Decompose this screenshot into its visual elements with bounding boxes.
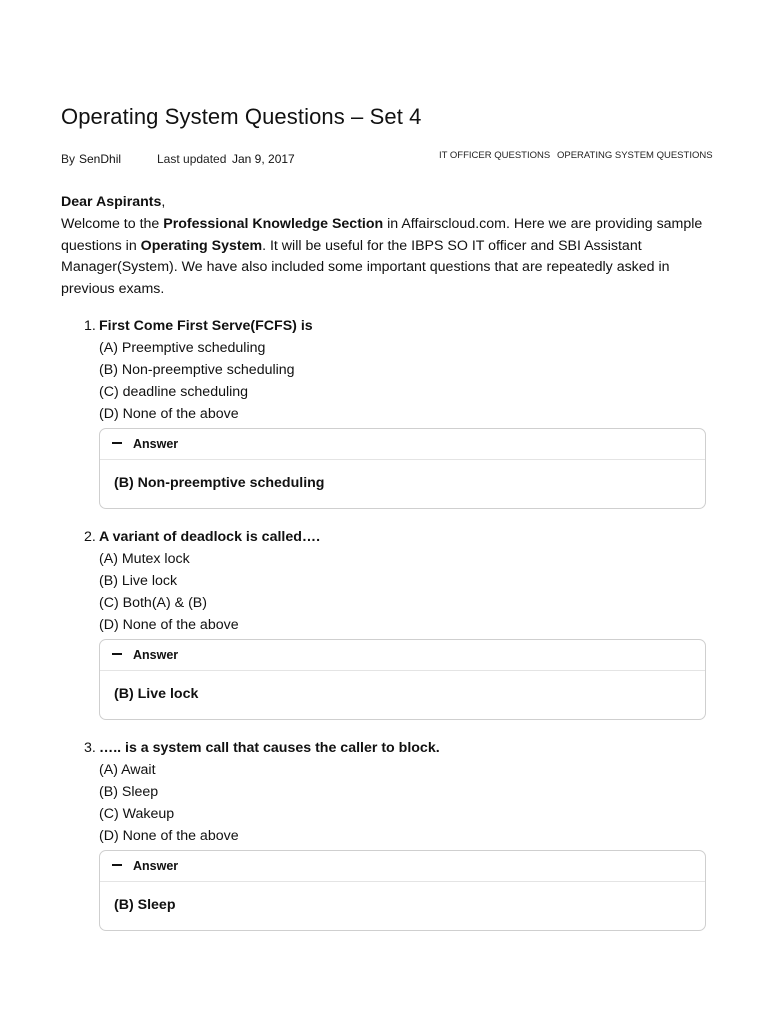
- greeting: Dear Aspirants: [61, 194, 162, 210]
- intro-text-part: . It will be useful for the IBPS SO IT officer and SBI Assistant Manager(System). We have also included some important questions that are repeatedly asked in previous exams.: [61, 237, 670, 298]
- answer-text: (B) Non-preemptive scheduling: [114, 474, 325, 491]
- question-number: 2.: [84, 529, 96, 545]
- answer-label: Answer: [133, 858, 179, 873]
- answer-toggle[interactable]: [100, 640, 705, 671]
- answer-toggle[interactable]: [100, 429, 705, 460]
- option-c: (C) Wakeup: [99, 805, 175, 822]
- option-c: (C) deadline scheduling: [99, 383, 249, 400]
- minus-icon: [112, 442, 122, 444]
- answer-accordion: [99, 428, 706, 509]
- option-a: (A) Mutex lock: [99, 550, 190, 567]
- intro-text-part: in Affairscloud.com. Here we are providing sample questions in: [61, 215, 703, 254]
- question-text: A variant of deadlock is called….: [99, 529, 321, 545]
- option-d: (D) None of the above: [99, 405, 239, 422]
- answer-label: Answer: [133, 647, 179, 662]
- answer-text: (B) Sleep: [114, 896, 176, 913]
- greeting-punct: ,: [161, 194, 166, 210]
- intro-text-part: Welcome to the: [61, 215, 164, 232]
- question-list: [61, 316, 711, 949]
- option-b: (B) Non-preemptive scheduling: [99, 361, 295, 378]
- intro-bold-section: Professional Knowledge Section: [163, 215, 384, 232]
- answer-text: (B) Live lock: [114, 685, 199, 702]
- by-label: By: [61, 152, 76, 166]
- option-b: (B) Sleep: [99, 783, 159, 800]
- option-d: (D) None of the above: [99, 616, 239, 633]
- option-c: (C) Both(A) & (B): [99, 594, 207, 611]
- tag-it-officer-questions[interactable]: IT OFFICER QUESTIONS: [439, 150, 551, 161]
- question-item: [61, 316, 711, 527]
- option-d: (D) None of the above: [99, 827, 239, 844]
- answer-toggle[interactable]: [100, 851, 705, 882]
- question-number: 3.: [84, 740, 96, 756]
- question-number: 1.: [84, 318, 96, 334]
- intro-bold-subject: Operating System: [140, 237, 263, 254]
- author-link[interactable]: SenDhil: [79, 152, 122, 166]
- question-item: [61, 738, 711, 949]
- question-text: ….. is a system call that causes the caller to block.: [99, 740, 440, 756]
- question-item: [61, 527, 711, 738]
- intro-text: [61, 192, 711, 301]
- tag-operating-system-questions[interactable]: OPERATING SYSTEM QUESTIONS: [557, 150, 713, 161]
- article-meta: [61, 152, 721, 170]
- answer-label: Answer: [133, 436, 179, 451]
- answer-accordion: [99, 639, 706, 720]
- option-a: (A) Preemptive scheduling: [99, 339, 266, 356]
- option-b: (B) Live lock: [99, 572, 178, 589]
- last-updated-label: Last updated: [157, 152, 227, 166]
- minus-icon: [112, 653, 122, 655]
- page-title: Operating System Questions – Set 4: [61, 104, 422, 129]
- question-text: First Come First Serve(FCFS) is: [99, 318, 313, 334]
- option-a: (A) Await: [99, 761, 156, 778]
- updated-date: Jan 9, 2017: [232, 152, 295, 166]
- minus-icon: [112, 864, 122, 866]
- answer-accordion: [99, 850, 706, 931]
